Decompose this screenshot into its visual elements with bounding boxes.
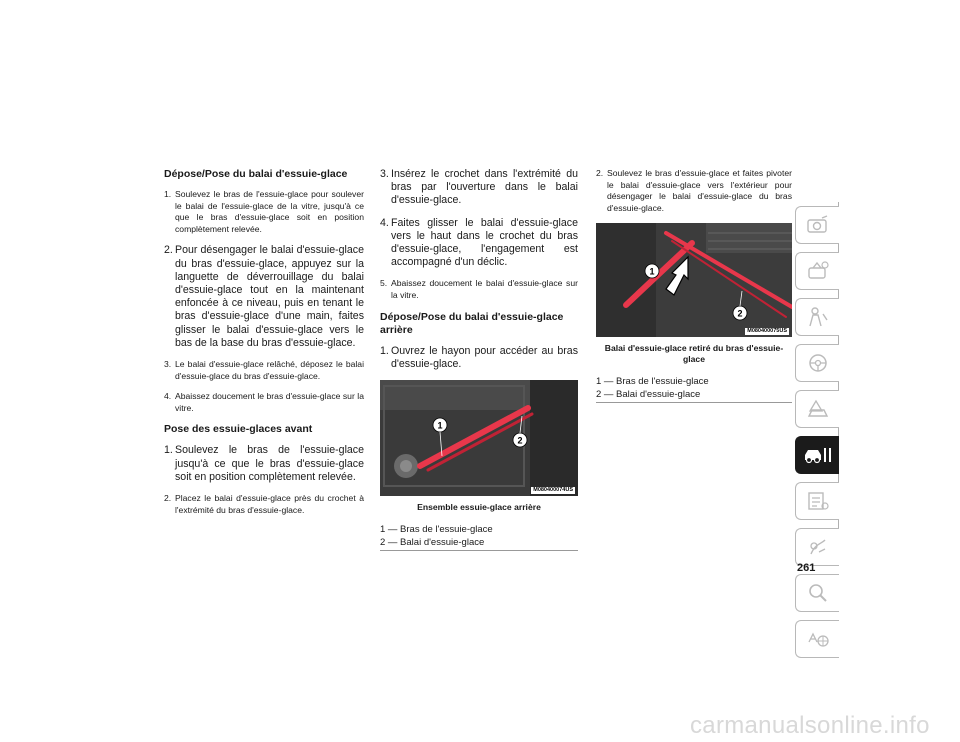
front-install-steps-continued — [380, 168, 578, 302]
legend-item: 1 — Bras de l'essuie-glace — [596, 376, 709, 388]
rear-wiper-illustration — [380, 380, 578, 496]
list-item: 2. Pour désengager le balai d'essuie-glace du bras d'essuie-glace, appuyez sur la languette de déverrouillage du balai d'essuie-glace tout en la maintenant enfoncée à ce niveau, puis en tenant le bras d'essuie-glace d'une main, faites glisser le balai d'essuie-glace vers le bas de la base du bras d'essuie-glace. — [164, 244, 364, 349]
tab-servicing[interactable] — [795, 436, 839, 474]
magnifier-index-icon — [805, 582, 831, 604]
list-item: 2. Soulevez le bras d'essuie-glace et faites pivoter le balai d'essuie-glace vers l'extérieur pour désengager le balai d'essuie-glace du bras d'essuie-glace. — [596, 168, 792, 213]
tab-languages[interactable] — [795, 620, 839, 658]
list-item: 1. Soulevez le bras de l'essuie-glace pour soulever le balai de l'essuie-glace de la vitre, jusqu'à ce que le bras d'essuie-glace soit en position complètement relevée. — [164, 189, 364, 234]
safety-airbag-icon — [805, 260, 831, 282]
dashboard-gauge-icon — [805, 214, 831, 236]
rear-removal-steps — [380, 345, 578, 371]
language-globe-icon — [805, 628, 831, 650]
figure-reference-code: M080400074US — [533, 487, 573, 494]
list-item: 5. Abaissez doucement le balai d'essuie-glace sur la vitre. — [380, 278, 578, 301]
callout-2-label: 2 — [517, 435, 523, 446]
tab-driving[interactable] — [795, 344, 839, 382]
column-1 — [164, 168, 364, 525]
front-removal-steps — [164, 189, 364, 414]
section-heading-front-install: Pose des essuie-glaces avant — [164, 423, 313, 436]
wiper-removed-photo — [596, 223, 792, 337]
chapter-tabs — [795, 206, 839, 666]
maintenance-list-icon — [805, 490, 831, 512]
figure-reference-code: M080400075US — [747, 328, 787, 335]
figure-caption: Ensemble essuie-glace arrière — [417, 502, 541, 513]
callout-1-label: 1 — [649, 266, 655, 277]
tab-emergency[interactable] — [795, 390, 839, 428]
column-3 — [596, 168, 792, 403]
watermark-text: carmanualsonline.info — [690, 712, 930, 739]
tab-seatbelt[interactable] — [795, 298, 839, 336]
list-item: 3. Insérez le crochet dans l'extrémité du bras par l'ouverture dans le balai d'essuie-glace. — [380, 168, 578, 207]
figure-legend — [596, 375, 792, 403]
section-heading-front-wiper: Dépose/Pose du balai d'essuie-glace — [164, 168, 348, 180]
legend-item: 2 — Balai d'essuie-glace — [596, 389, 701, 401]
list-item: 3. Le balai d'essuie-glace relâché, déposez le balai d'essuie-glace du bras d'essuie-glace. — [164, 359, 364, 381]
list-item: 1. Soulevez le bras de l'essuie-glace jusqu'à ce que le bras d'essuie-glace soit en position complètement relevée. — [164, 444, 364, 483]
legend-item: 2 — Balai d'essuie-glace — [380, 537, 485, 549]
legend-item: 1 — Bras de l'essuie-glace — [380, 524, 493, 536]
multimedia-icon — [805, 536, 831, 558]
seatbelt-person-icon — [805, 306, 831, 328]
tab-maintenance[interactable] — [795, 482, 839, 520]
column-2 — [380, 168, 578, 551]
tab-multimedia[interactable] — [795, 528, 839, 566]
service-car-wrench-icon — [803, 444, 833, 466]
rear-removal-steps-continued — [596, 168, 792, 214]
callout-1-label: 1 — [437, 420, 443, 431]
tab-index[interactable] — [795, 574, 839, 612]
tab-safety[interactable] — [795, 252, 839, 290]
figure-caption: Balai d'essuie-glace retiré du bras d'essuie-glace — [604, 343, 784, 365]
warning-car-icon — [805, 398, 831, 420]
wiper-removed-illustration — [596, 223, 792, 337]
list-item: 1. Ouvrez le hayon pour accéder au bras d'essuie-glace. — [380, 344, 578, 370]
list-item: 4. Faites glisser le balai d'essuie-glace vers le haut dans le crochet du bras d'essuie-glace, l'engagement est accompagné d'un déclic. — [380, 216, 578, 269]
tab-dashboard[interactable] — [795, 206, 839, 244]
steering-wheel-icon — [805, 352, 831, 374]
section-heading-rear-wiper: Dépose/Pose du balai d'essuie-glace arrière — [380, 310, 564, 336]
figure-legend — [380, 523, 578, 551]
front-install-steps — [164, 444, 364, 516]
list-item: 2. Placez le balai d'essuie-glace près du crochet à l'extrémité du bras d'essuie-glace. — [164, 492, 364, 515]
rear-wiper-assembly-photo — [380, 380, 578, 496]
list-item: 4. Abaissez doucement le bras d'essuie-glace sur la vitre. — [164, 391, 364, 413]
callout-2-label: 2 — [737, 308, 743, 319]
page-number: 261 — [797, 562, 816, 574]
